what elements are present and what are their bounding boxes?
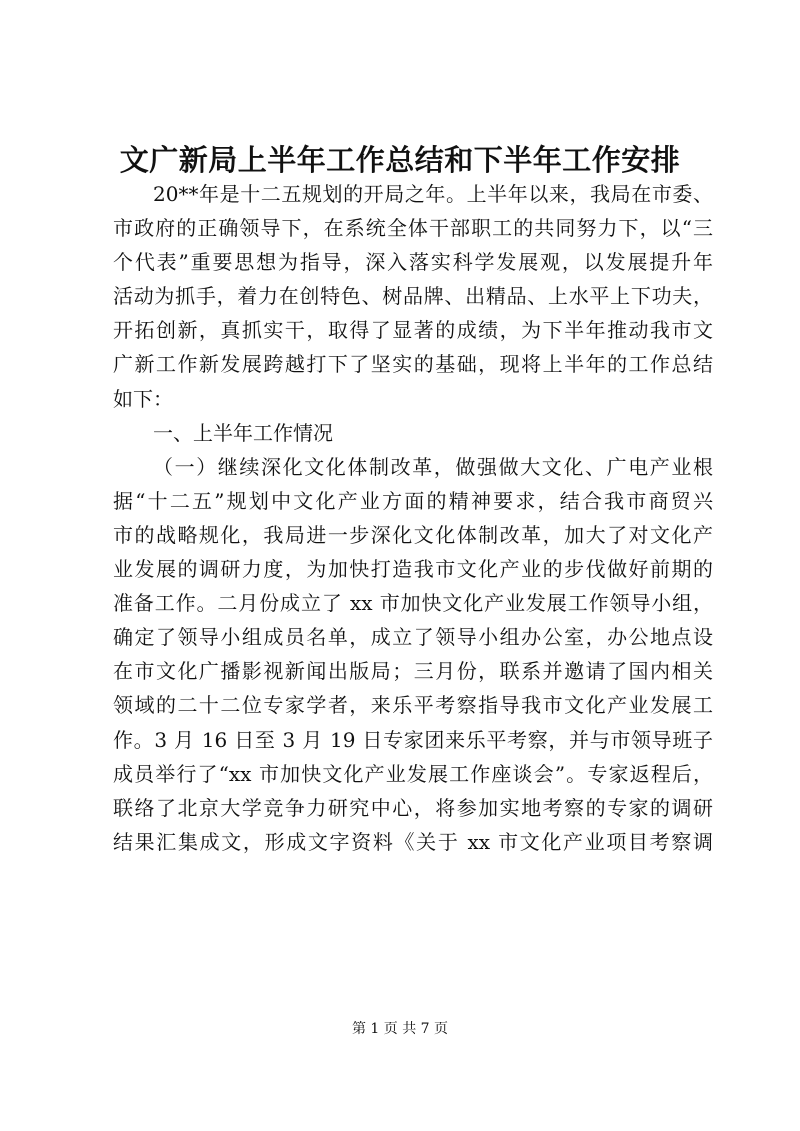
body-line: 20**年是十二五规划的开局之年。上半年以来，我局在市委、 — [153, 182, 713, 206]
body-line: 确定了领导小组成员名单，成立了领导小组办公室，办公地点设 — [113, 625, 713, 650]
body-line: 业发展的调研力度，为加快打造我市文化产业的步伐做好前期的 — [113, 557, 713, 582]
body-line: 准备工作。二月份成立了 xx 市加快文化产业发展工作领导小组， — [113, 591, 713, 616]
body-line: 开拓创新，真抓实干，取得了显著的成绩，为下半年推动我市文 — [113, 318, 713, 343]
body-line: 市的战略规化，我局进一步深化文化体制改革，加大了对文化产 — [113, 522, 713, 547]
body-line: 个代表”重要思想为指导，深入落实科学发展观，以发展提升年 — [113, 250, 713, 275]
body-line: 如下： — [113, 386, 173, 411]
body-line: 作。3 月 16 日至 3 月 19 日专家团来乐平考察，并与市领导班子 — [113, 727, 713, 752]
document-title: 文广新局上半年工作总结和下半年工作安排 — [119, 143, 681, 177]
body-line: 据“十二五”规划中文化产业方面的精神要求，结合我市商贸兴 — [113, 488, 713, 513]
section-heading: 一、上半年工作情况 — [153, 420, 333, 445]
body-line: 活动为抓手，着力在创特色、树品牌、出精品、上水平上下功夫， — [113, 284, 713, 309]
body-line: 广新工作新发展跨越打下了坚实的基础，现将上半年的工作总结 — [113, 352, 713, 377]
body-line: （一）继续深化文化体制改革，做强做大文化、广电产业根 — [153, 454, 713, 479]
body-line: 成员举行了“xx 市加快文化产业发展工作座谈会”。专家返程后， — [113, 761, 713, 786]
body-line: 市政府的正确领导下，在系统全体干部职工的共同努力下，以“三 — [113, 216, 713, 241]
body-line: 结果汇集成文，形成文字资料《关于 xx 市文化产业项目考察调 — [113, 829, 713, 854]
body-line: 联络了北京大学竞争力研究中心，将参加实地考察的专家的调研 — [113, 795, 713, 820]
document-body — [113, 177, 713, 859]
body-line: 在市文化广播影视新闻出版局；三月份，联系并邀请了国内相关 — [113, 659, 713, 684]
page-footer: 第 1 页 共 7 页 — [351, 1021, 449, 1037]
body-line: 领域的二十二位专家学者，来乐平考察指导我市文化产业发展工 — [113, 693, 713, 718]
